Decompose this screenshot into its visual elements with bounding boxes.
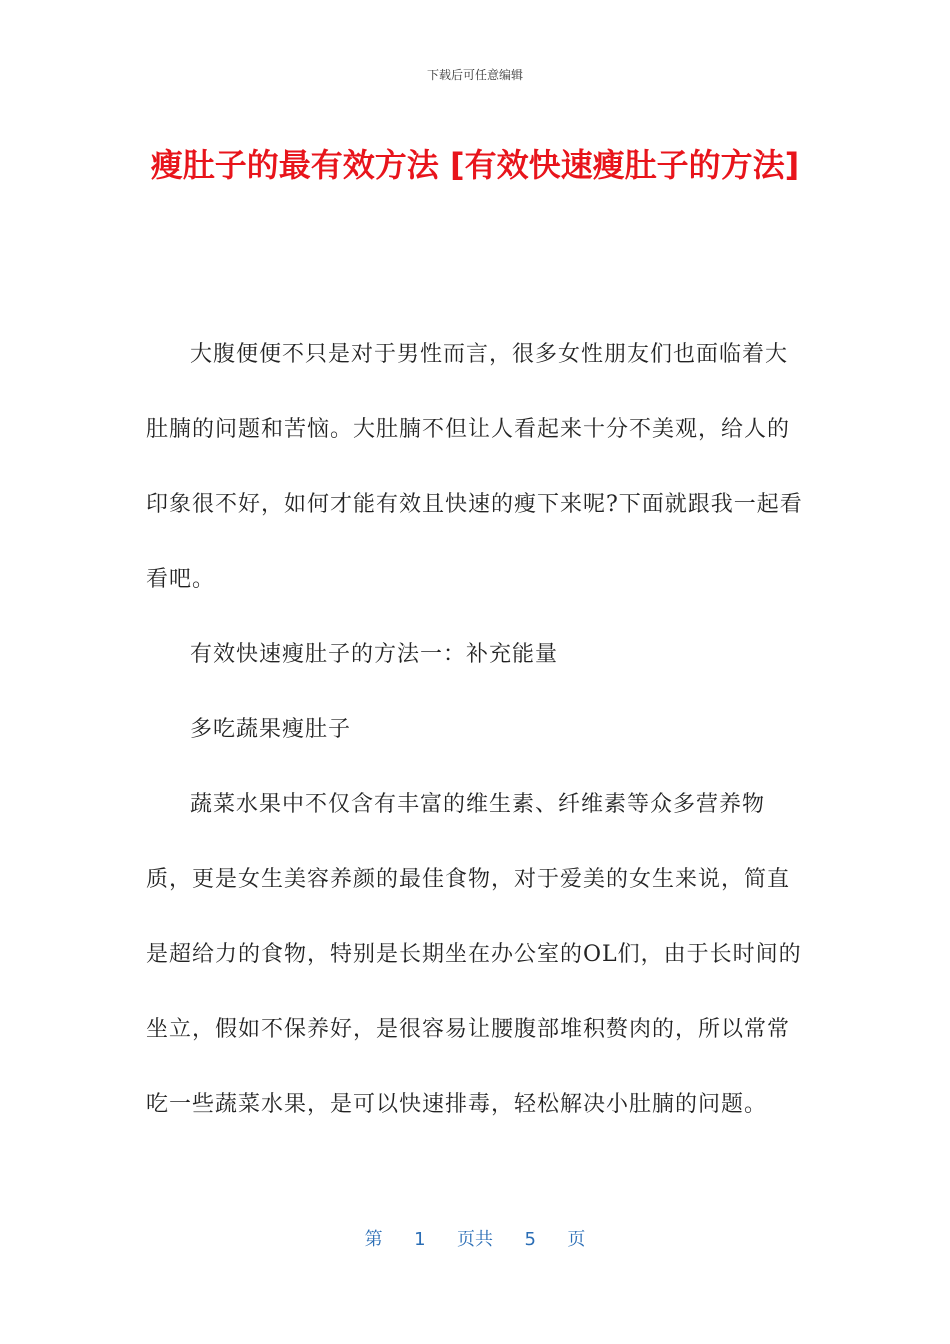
header-note: 下载后可任意编辑 [426, 68, 523, 82]
page-number-text: 第 1 页共 5 页 [364, 1229, 586, 1250]
section-heading-method-one: 有效快速瘦肚子的方法一：补充能量 [190, 642, 559, 667]
page-title: 瘦肚子的最有效方法 [有效快速瘦肚子的方法] [150, 146, 800, 184]
subheading-fruits-vegetables: 多吃蔬果瘦肚子 [190, 717, 352, 742]
paragraph-fruits-vegetables: 蔬菜水果中不仅含有丰富的维生素、纤维素等众多营养物质，更是女生美容养颜的最佳食物，对于爱美的女生来说，简直是超给力的食物，特别是长期坐在办公室的OL们，由于长时间的坐立，假如不保养好，是很容易让腰腹部堆积赘肉的，所以常常吃一些蔬菜水果，是可以快速排毒，轻松解决小肚腩的问题。 [146, 792, 802, 1117]
page-footer [0, 1225, 950, 1251]
document-body [146, 317, 806, 1142]
paragraph-intro: 大腹便便不只是对于男性而言，很多女性朋友们也面临着大肚腩的问题和苦恼。大肚腩不但让人看起来十分不美观，给人的印象很不好，如何才能有效且快速的瘦下来呢?下面就跟我一起看看吧。 [146, 342, 803, 592]
